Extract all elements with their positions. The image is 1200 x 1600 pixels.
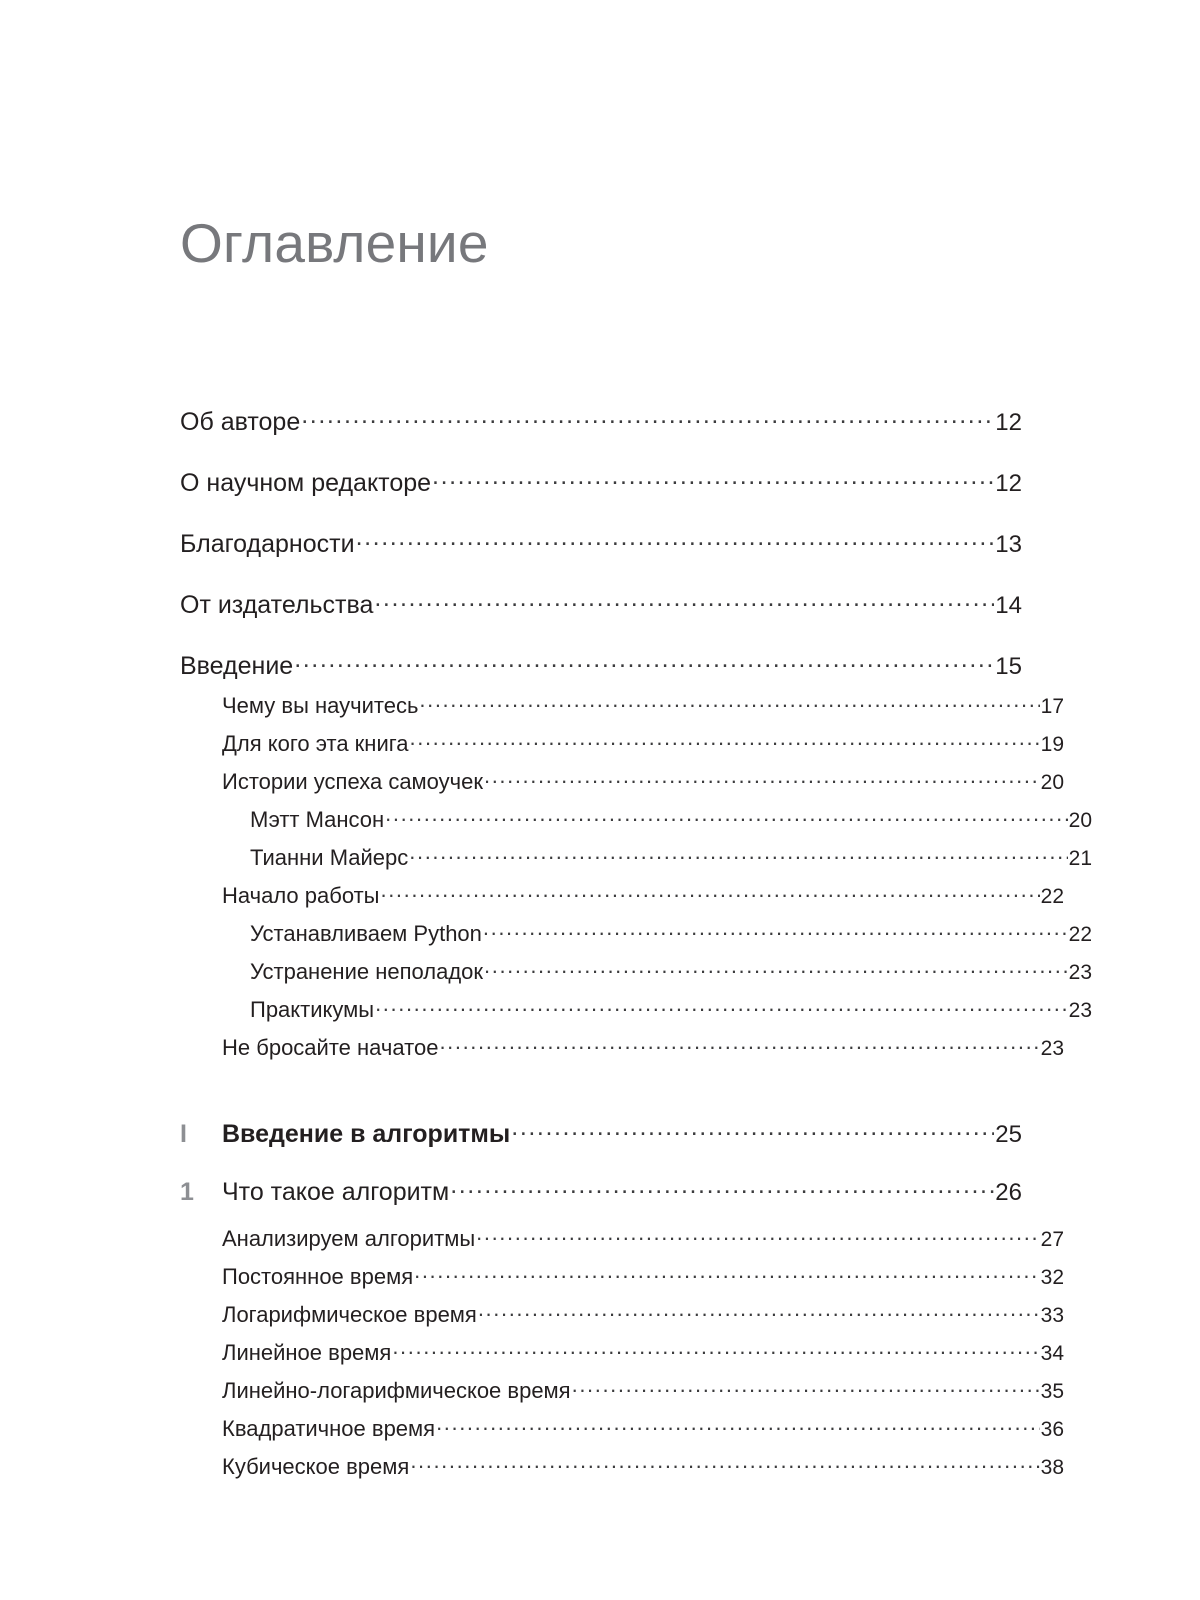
toc-entry-label: Логарифмическое время [222,1302,477,1327]
toc-entry-label: Мэтт Мансон [250,807,385,832]
dot-leader [410,729,1040,751]
dot-leader [375,995,1068,1017]
toc-entry[interactable] [180,1300,1064,1328]
toc-entry-page: 32 [1040,1266,1064,1289]
page-title: Оглавление [180,211,489,274]
dot-leader [410,1452,1039,1474]
toc-entry-label: Тианни Майерс [250,845,409,870]
toc-entry-label: Постоянное время [222,1264,414,1289]
toc-entry[interactable] [180,843,1092,871]
toc-entry[interactable] [180,649,1022,681]
dot-leader [385,805,1067,827]
toc-entry[interactable] [180,1338,1064,1366]
toc-entry-page: 22 [1068,923,1092,946]
toc-entry[interactable] [180,466,1022,498]
dot-leader [419,691,1039,713]
dot-leader [478,1300,1040,1322]
toc-entry[interactable] [180,767,1064,795]
toc-entry-page: 33 [1040,1304,1064,1327]
toc-entry-page: 34 [1040,1342,1064,1365]
dot-leader [380,881,1039,903]
dot-leader [436,1414,1040,1436]
toc-entry[interactable] [180,1376,1064,1404]
toc-entry-page: 14 [995,592,1022,619]
toc-entry-page: 22 [1040,885,1064,908]
toc-entry-label: Устранение неполадок [250,959,484,984]
toc-entry-label: Устанавливаем Python [250,921,482,946]
toc-entry-page: 12 [995,409,1022,436]
dot-leader [483,919,1068,941]
dot-leader [301,405,994,430]
toc-entry[interactable] [180,1262,1064,1290]
toc-entry-label: Для кого эта книга [222,731,409,756]
toc-entry[interactable] [180,995,1092,1023]
toc-entry-page: 23 [1040,1037,1064,1060]
toc-entry-page: 15 [995,653,1022,680]
toc-entry-label: Об авторе [180,408,301,436]
chapter-number-marker: 1 [180,1178,194,1206]
toc-entry-label: Начало работы [222,883,380,908]
toc-chapter-entry[interactable] [180,1175,1022,1207]
toc-entry-label: От издательства [180,591,374,619]
toc-entry-page: 20 [1068,809,1092,832]
toc-entry[interactable] [180,729,1064,757]
toc-entry-label: Линейно-логарифмическое время [222,1378,571,1403]
toc-entry-page: 13 [995,531,1022,558]
toc-part-entry[interactable] [180,1117,1022,1149]
toc-entry-page: 26 [995,1179,1022,1206]
dot-leader [409,843,1067,865]
part-number-marker: I [180,1120,187,1148]
dot-leader [511,1117,994,1142]
toc-entry[interactable] [180,1033,1064,1061]
dot-leader [294,649,994,674]
toc-entry[interactable] [180,919,1092,947]
toc-entry[interactable] [180,1224,1064,1252]
toc-entry[interactable] [180,1414,1064,1442]
toc-entry[interactable] [180,881,1064,909]
toc-entry-page: 25 [995,1121,1022,1148]
toc-entry-page: 20 [1040,771,1064,794]
toc-entry[interactable] [180,405,1022,437]
toc-entry-label: Практикумы [250,997,375,1022]
toc-entry-page: 17 [1040,695,1064,718]
toc-entry-label: Не бросайте начатое [222,1035,439,1060]
toc-entry-page: 23 [1068,961,1092,984]
dot-leader [450,1175,994,1200]
toc-entry[interactable] [180,691,1064,719]
toc-entry-page: 35 [1040,1380,1064,1403]
dot-leader [484,957,1068,979]
toc-entry-page: 38 [1040,1456,1064,1479]
toc-entry-label: Что такое алгоритм [222,1178,450,1206]
toc-entry[interactable] [180,957,1092,985]
toc-entry-page: 21 [1068,847,1092,870]
toc-entry-page: 12 [995,470,1022,497]
toc-entry[interactable] [180,1452,1064,1480]
toc-entry-page: 19 [1040,733,1064,756]
toc-entry-page: 23 [1068,999,1092,1022]
toc-entry[interactable] [180,588,1022,620]
toc-entry-label: Линейное время [222,1340,392,1365]
dot-leader [572,1376,1040,1398]
toc-entry-label: Кубическое время [222,1454,410,1479]
toc-entry-list [180,405,1092,1490]
toc-entry-label: Квадратичное время [222,1416,436,1441]
toc-entry-page: 27 [1040,1228,1064,1251]
dot-leader [432,466,994,491]
toc-entry[interactable] [180,805,1092,833]
dot-leader [439,1033,1039,1055]
toc-entry-page: 36 [1040,1418,1064,1441]
toc-entry-label: Благодарности [180,530,355,558]
toc-entry-label: Введение в алгоритмы [222,1120,511,1148]
toc-entry-label: О научном редакторе [180,469,432,497]
dot-leader [484,767,1040,789]
dot-leader [356,527,995,552]
toc-entry-label: Истории успеха самоучек [222,769,483,794]
toc-entry[interactable] [180,527,1022,559]
dot-leader [414,1262,1040,1284]
toc-entry-label: Введение [180,652,294,680]
toc-entry-label: Чему вы научитесь [222,693,419,718]
dot-leader [476,1224,1039,1246]
toc-entry-label: Анализируем алгоритмы [222,1226,476,1251]
dot-leader [392,1338,1039,1360]
dot-leader [374,588,994,613]
